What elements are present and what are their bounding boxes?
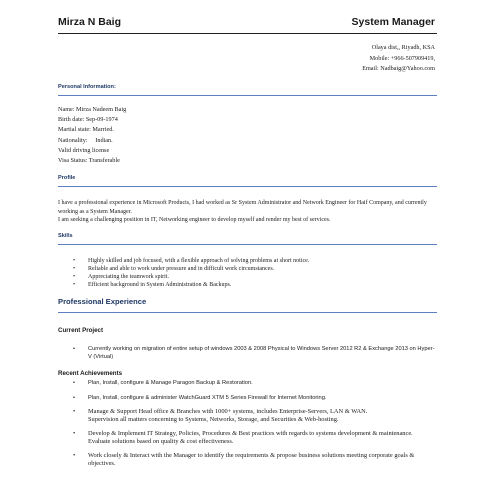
skills-list — [73, 257, 309, 289]
achievement-item: • Manage & Support Head office & Branches with 1000+ systems, includes Enterprise-Servers, LAN & WAN. Supervision all matters concerning to Systems, Networks, Storage, and Securities & Web-hosting. — [73, 408, 435, 423]
profile-text — [58, 199, 437, 225]
info-line: Birth date: Sep-09-1974 — [58, 116, 118, 124]
section-title-skills: Skills — [58, 233, 73, 239]
section-title-personal: Personal Information: — [58, 84, 116, 90]
section-rule-skills — [58, 244, 437, 245]
section-title-experience: Professional Experience — [58, 297, 147, 306]
section-rule-profile — [58, 186, 437, 187]
candidate-name: Mirza N Baig — [58, 16, 122, 28]
info-line: Nationality: Indian. — [58, 136, 113, 144]
achievement-item: • Plan, Install, configure & administer WatchGuard XTM 5 Series Firewall for Internet Monitoring. — [73, 395, 435, 403]
achievements-list-serif — [73, 408, 435, 468]
achievement-item: • Work closely & Interact with the Manager to identify the requirements & propose business solutions meeting corporate goals & objectives. — [73, 452, 435, 467]
profile-paragraph: I am seeking a challenging position in IT, Networking engineer to develop myself and render my best of services. — [58, 217, 331, 224]
section-title-profile: Profile — [58, 175, 76, 181]
job-title: System Manager — [351, 16, 435, 28]
achievement-item: • Develop & Implement IT Strategy, Policies, Procedures & Best practices with regards to systems development & maintenance. Evaluate solutions based on quality & cost effectiveness. — [73, 430, 435, 445]
contact-mobile: Mobile: +966-507909419, — [369, 54, 435, 62]
section-rule-experience — [58, 312, 437, 313]
project-item: • Currently working on migration of entire setup of windows 2003 & 2008 Physical to Windows Server 2012 R2 & Exchange 2013 on Hyper-V (Virtual) — [73, 346, 435, 361]
achievements-list — [73, 380, 435, 402]
skill-item: • Appreciating the teamwork spirit. — [73, 273, 309, 281]
personal-info — [58, 105, 126, 166]
contact-block — [362, 43, 435, 75]
section-rule-personal — [58, 95, 437, 96]
recent-achievements-title: Recent Achievements — [58, 370, 123, 377]
info-line: Valid driving license — [58, 146, 110, 154]
contact-address: Olaya dist,, Riyadh, KSA — [371, 44, 435, 51]
info-line: Name: Mirza Nadeem Baig — [58, 106, 127, 113]
skill-item: • Efficient background in System Administration & Backups. — [73, 281, 309, 289]
header-divider — [58, 33, 437, 34]
contact-email: Email: Nadbaig@Yahoo.com — [362, 65, 435, 72]
skill-item: • Highly skilled and job focused, with a flexible approach of solving problems at short notice. — [73, 257, 309, 265]
skill-item: • Reliable and able to work under pressure and in difficult work circumstances. — [73, 265, 309, 273]
info-line: Martial state: Married. — [58, 126, 114, 134]
current-project-list — [73, 346, 435, 361]
info-line: Visa Status: Transferable — [58, 157, 120, 165]
achievement-item: • Plan, Install, configure & Manage Paragon Backup & Restoration. — [73, 380, 435, 388]
profile-paragraph: I have a professional experience in Microsoft Products, I had worked as Sr System Administrator and Network Engineer for Haif Company, and currently working as a System Manager. — [58, 200, 427, 215]
current-project-title: Current Project — [58, 327, 104, 334]
